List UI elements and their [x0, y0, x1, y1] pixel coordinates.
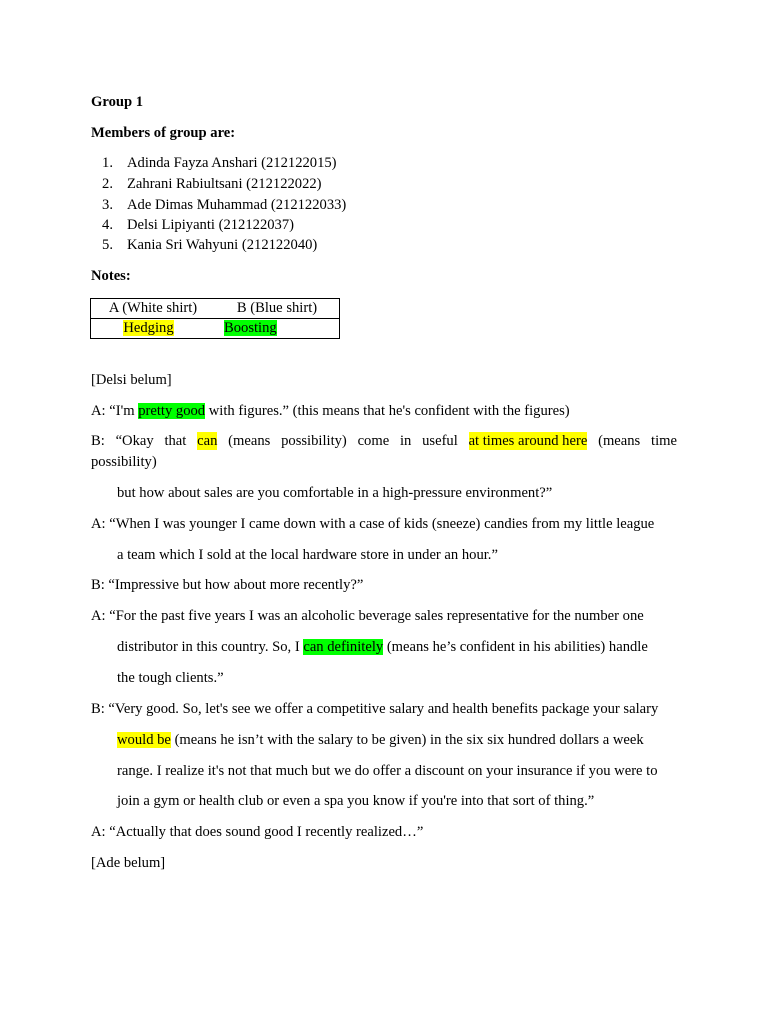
hedging-phrase: at times around here — [468, 433, 588, 449]
table-row — [91, 319, 340, 339]
boosting-label: Boosting — [224, 320, 277, 336]
notes-heading: Notes: — [91, 268, 131, 284]
column-b-header: B (Blue shirt) — [236, 300, 318, 316]
dialogue-line: would be (means he isn’t with the salary to be given) in the six six hundred dollars a week — [117, 732, 644, 748]
dialogue-line: A: “For the past five years I was an alcoholic beverage sales representative for the number one — [91, 608, 644, 624]
boosting-phrase: pretty good — [138, 403, 206, 419]
hedging-phrase: can — [197, 433, 218, 449]
group-title: Group 1 — [91, 94, 144, 110]
dialogue-line: B: “Okay that can (means possibility) come in useful at times around here (means time — [91, 433, 677, 449]
list-item: 2. Zahrani Rabiultsani (212122022) — [102, 176, 322, 192]
dialogue-line: a team which I sold at the local hardware store in under an hour.” — [117, 547, 498, 563]
column-a-header: A (White shirt) — [108, 300, 198, 316]
hedging-label: Hedging — [123, 320, 174, 336]
delsi-marker: [Delsi belum] — [91, 372, 172, 388]
boosting-phrase: can definitely — [303, 639, 384, 655]
dialogue-line: A: “When I was younger I came down with a case of kids (sneeze) candies from my little league — [91, 516, 655, 532]
dialogue-line: B: “Impressive but how about more recently?” — [91, 577, 364, 593]
dialogue-line: B: “Very good. So, let's see we offer a competitive salary and health benefits package your salary — [91, 701, 659, 717]
dialogue-line: range. I realize it's not that much but we do offer a discount on your insurance if you were to — [117, 763, 658, 779]
list-item: 1. Adinda Fayza Anshari (212122015) — [102, 155, 337, 171]
dialogue-line: distributor in this country. So, I can definitely (means he’s confident in his abilities) handle — [117, 639, 648, 655]
dialogue-line: possibility) — [91, 454, 157, 470]
notes-table — [90, 298, 340, 339]
dialogue-line: the tough clients.” — [117, 670, 224, 686]
dialogue-line: A: “Actually that does sound good I recently realized…” — [91, 824, 424, 840]
list-item: 5. Kania Sri Wahyuni (212122040) — [102, 237, 318, 253]
list-item: 3. Ade Dimas Muhammad (212122033) — [102, 197, 347, 213]
hedging-phrase: would be — [117, 732, 171, 748]
members-heading: Members of group are: — [91, 125, 236, 141]
table-row — [91, 299, 340, 319]
dialogue-line: join a gym or health club or even a spa you know if you're into that sort of thing.” — [117, 793, 595, 809]
dialogue-line: but how about sales are you comfortable in a high-pressure environment?” — [117, 485, 553, 501]
ade-marker: [Ade belum] — [91, 855, 166, 871]
dialogue-line: A: “I'm pretty good with figures.” (this means that he's confident with the figures) — [91, 403, 570, 419]
list-item: 4. Delsi Lipiyanti (212122037) — [102, 217, 294, 233]
